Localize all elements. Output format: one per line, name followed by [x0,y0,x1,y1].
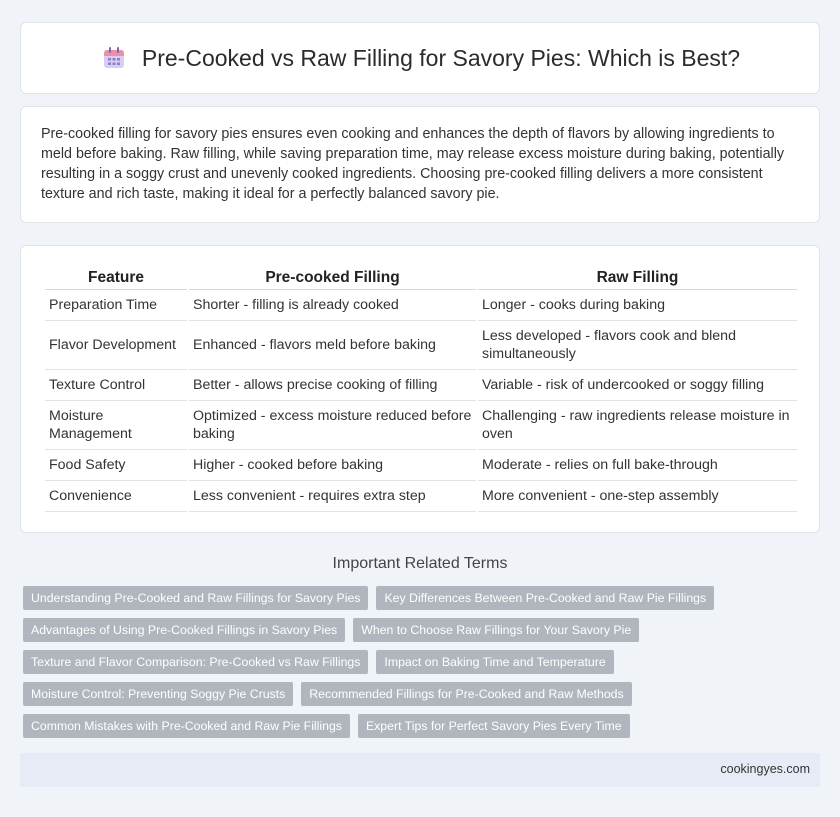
tag-row [23,618,823,642]
table-row [45,401,797,450]
table-row [45,450,797,481]
column-header-feature: Feature [45,264,187,290]
column-header-pre-cooked: Pre-cooked Filling [189,264,476,290]
column-header-raw: Raw Filling [478,264,797,290]
table-row [45,481,797,512]
related-terms-list [23,586,823,746]
intro-card [20,106,820,223]
page-title: Pre-Cooked vs Raw Filling for Savory Pies: Which is Best? [141,44,741,71]
related-term-tag[interactable]: When to Choose Raw Fillings for Your Savory Pie [353,618,639,642]
comparison-table-card [20,245,820,533]
related-term-tag[interactable]: Advantages of Using Pre-Cooked Fillings in Savory Pies [23,618,345,642]
table-cell: Less developed - flavors cook and blend simultaneously [478,321,797,370]
table-cell: More convenient - one-step assembly [478,481,797,512]
related-terms-title: Important Related Terms [332,555,508,572]
table-row [45,290,797,321]
table-cell: Convenience [45,481,187,512]
calendar-icon [100,44,128,72]
table-row [45,321,797,370]
related-term-tag[interactable]: Impact on Baking Time and Temperature [376,650,613,674]
table-cell: Shorter - filling is already cooked [189,290,476,321]
tag-row [23,682,823,706]
related-term-tag[interactable]: Recommended Fillings for Pre-Cooked and Raw Methods [301,682,631,706]
table-header-row [45,264,797,290]
table-cell: Longer - cooks during baking [478,290,797,321]
table-cell: Flavor Development [45,321,187,370]
footer-site-link[interactable]: cookingyes.com [720,762,810,776]
tag-row [23,586,823,610]
intro-text: Pre-cooked filling for savory pies ensures even cooking and enhances the depth of flavors by allowing ingredients to meld before baking. Raw filling, while saving preparation time, may release excess moisture during baking, potentially resulting in a soggy crust and unevenly cooked ingredients. Choosing pre-cooked filling delivers a more consistent texture and rich taste, making it ideal for a perfectly balanced savory pie. [41,126,785,202]
table-cell: Less convenient - requires extra step [189,481,476,512]
table-cell: Better - allows precise cooking of filling [189,370,476,401]
related-term-tag[interactable]: Expert Tips for Perfect Savory Pies Every Time [358,714,630,738]
table-cell: Enhanced - flavors meld before baking [189,321,476,370]
table-row [45,370,797,401]
table-cell: Moisture Management [45,401,187,450]
table-cell: Challenging - raw ingredients release moisture in oven [478,401,797,450]
related-term-tag[interactable]: Common Mistakes with Pre-Cooked and Raw Pie Fillings [23,714,350,738]
table-cell: Variable - risk of undercooked or soggy filling [478,370,797,401]
table-cell: Food Safety [45,450,187,481]
related-term-tag[interactable]: Moisture Control: Preventing Soggy Pie Crusts [23,682,293,706]
table-cell: Texture Control [45,370,187,401]
tag-row [23,714,823,738]
tag-row [23,650,823,674]
related-term-tag[interactable]: Texture and Flavor Comparison: Pre-Cooked vs Raw Fillings [23,650,368,674]
table-cell: Moderate - relies on full bake-through [478,450,797,481]
related-term-tag[interactable]: Key Differences Between Pre-Cooked and Raw Pie Fillings [376,586,714,610]
table-cell: Optimized - excess moisture reduced before baking [189,401,476,450]
footer [20,753,820,787]
table-cell: Higher - cooked before baking [189,450,476,481]
related-term-tag[interactable]: Understanding Pre-Cooked and Raw Fillings for Savory Pies [23,586,368,610]
header-card [20,22,820,94]
table-cell: Preparation Time [45,290,187,321]
comparison-table [43,264,799,512]
